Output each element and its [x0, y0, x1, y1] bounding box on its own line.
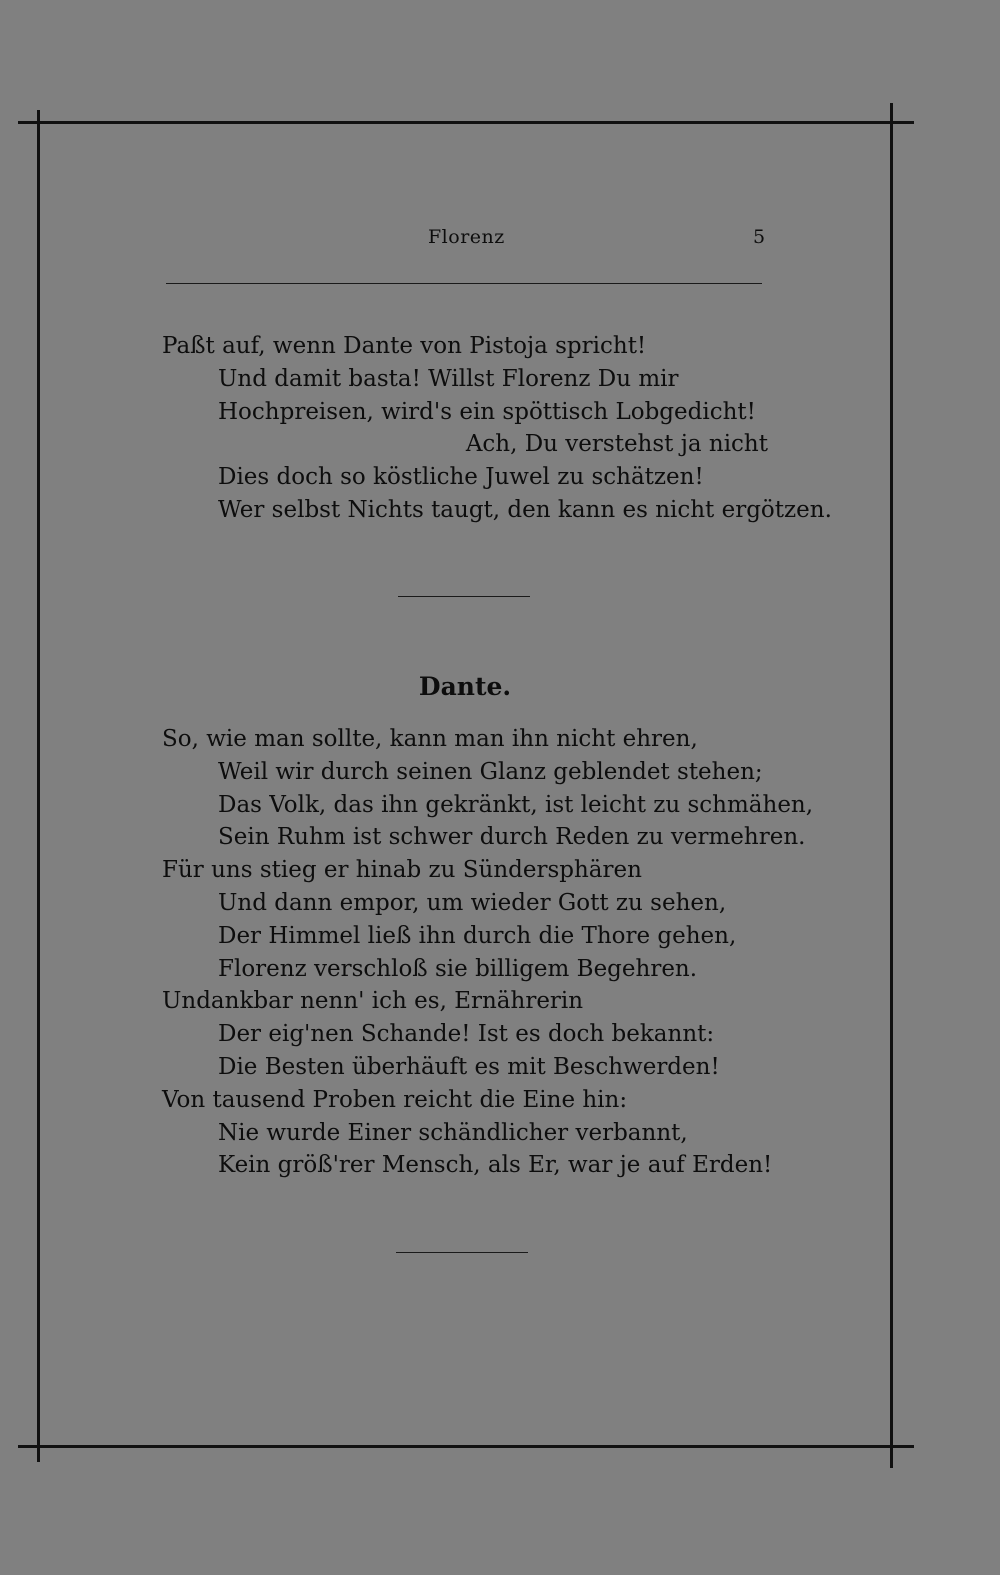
poem-line: Kein größ'rer Mensch, als Er, war je auf Erden!: [218, 1152, 773, 1179]
poem-line: Und damit basta! Willst Florenz Du mir: [218, 365, 679, 392]
poem-2-sonnet: [162, 723, 814, 1182]
poem-line: Paßt auf, wenn Dante von Pistoja spricht!: [162, 333, 647, 359]
poem-line: Ach, Du verstehst ja nicht: [465, 431, 768, 458]
poem-line: Dies doch so köstliche Juwel zu schätzen!: [218, 464, 704, 491]
poem-1-stanza: [162, 330, 832, 527]
poem-line: Und dann empor, um wieder Gott zu sehen,: [218, 889, 727, 916]
poem-line: So, wie man sollte, kann man ihn nicht ehren,: [162, 726, 698, 752]
frame-bottom-line: [18, 1445, 914, 1448]
poem-line: Hochpreisen, wird's ein spöttisch Lobgedicht!: [218, 398, 756, 425]
header-rule: [166, 283, 762, 284]
section-separator-rule: [398, 596, 530, 597]
end-separator-rule: [396, 1252, 528, 1253]
poem-line: Weil wir durch seinen Glanz geblendet stehen;: [218, 758, 763, 785]
frame-right-line: [890, 103, 893, 1468]
poem-line: Für uns stieg er hinab zu Sündersphären: [162, 857, 642, 884]
poem-title-text: Dante.: [418, 672, 512, 701]
poem-title: [0, 672, 930, 701]
poem-line: Der eig'nen Schande! Ist es doch bekannt:: [218, 1021, 715, 1048]
poem-line: Der Himmel ließ ihn durch die Thore gehen,: [218, 922, 737, 949]
poem-line: Das Volk, das ihn gekränkt, ist leicht zu schmähen,: [218, 791, 814, 818]
poem-line: Wer selbst Nichts taugt, den kann es nicht ergötzen.: [218, 496, 832, 523]
poem-line: Undankbar nenn' ich es, Ernährerin: [162, 988, 584, 1015]
poem-line: Sein Ruhm ist schwer durch Reden zu vermehren.: [218, 824, 806, 851]
poem-line: Von tausend Proben reicht die Eine hin:: [162, 1086, 628, 1113]
poem-line: Die Besten überhäuft es mit Beschwerden!: [218, 1053, 720, 1080]
poem-line: Florenz verschloß sie billigem Begehren.: [218, 955, 698, 982]
page-number: 5: [753, 226, 766, 248]
running-title: Florenz: [428, 226, 505, 248]
poem-line: Nie wurde Einer schändlicher verbannt,: [218, 1119, 688, 1146]
frame-top-line: [18, 121, 914, 124]
frame-left-line: [37, 110, 40, 1462]
